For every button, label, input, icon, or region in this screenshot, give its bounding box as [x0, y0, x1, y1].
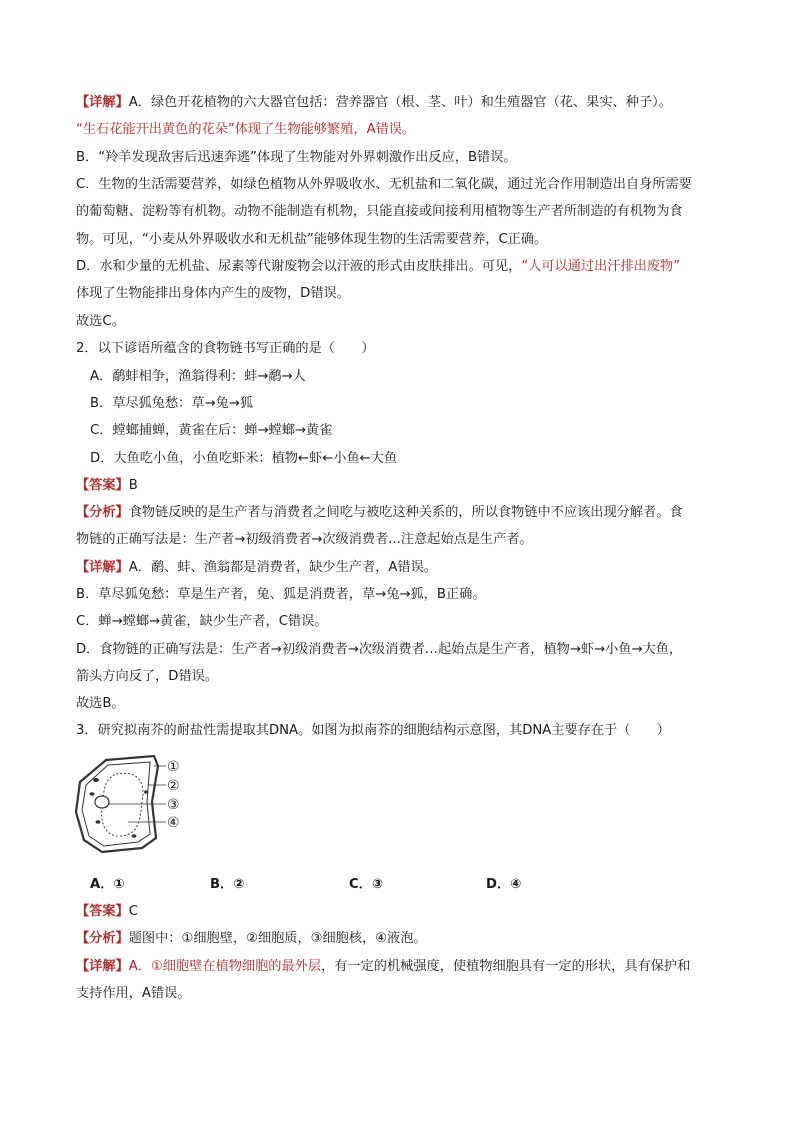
q1-detail-line-4: C．生物的生活需要营养，如绿色植物从外界吸收水、无机盐和二氧化碳，通过光合作用制造出自身所需要	[76, 177, 692, 192]
q2-stem: 2．以下谚语所蕴含的食物链书写正确的是（ ）	[76, 341, 375, 356]
nucleus-shape	[95, 796, 109, 808]
q1-detail-line-5: 的葡萄糖、淀粉等有机物。动物不能制造有机物，只能直接或间接利用植物等生产者所制造的有机物为食	[76, 204, 683, 219]
label-4: ④	[167, 815, 180, 831]
q2-detail-line-5: 箭头方向反了，D错误。	[76, 669, 219, 684]
chloroplast-shape	[96, 820, 101, 824]
q2-analysis-line-2: 物链的正确写法是：生产者→初级消费者→次级消费者...注意起始点是生产者。	[76, 532, 533, 547]
analysis-tag: 【分析】	[76, 931, 129, 946]
q2-analysis-text-1: 食物链反映的是生产者与消费者之间吃与被吃这种关系的，所以食物链中不应该出现分解者。食	[128, 505, 683, 520]
chloroplast-shape	[93, 778, 99, 782]
q1-detail-text-7a: D．水和少量的无机盐、尿素等代谢废物会以汗液的形式由皮肤排出。可见，	[76, 259, 522, 274]
q2-answer	[76, 477, 754, 495]
q2-option-a: A．鹬蚌相争，渔翁得利：蚌→鹬→人	[90, 369, 306, 384]
q1-detail-line-1	[76, 94, 754, 112]
q1-detail-line-8: 体现了生物能排出身体内产生的废物，D错误。	[76, 286, 350, 301]
q1-conclusion: 故选C。	[76, 314, 125, 329]
q2-detail-line-4: D．食物链的正确写法是：生产者→初级消费者→次级消费者…起始点是生产者，植物→虾→小鱼→大鱼，	[76, 642, 683, 657]
detail-tag: 【详解】	[76, 95, 129, 110]
q2-analysis-line-1	[76, 504, 754, 522]
answer-tag: 【答案】	[76, 478, 129, 493]
detail-tag: 【详解】	[76, 959, 129, 974]
q2-detail-line-3: C．蝉→螳螂→黄雀，缺少生产者，C错误。	[76, 614, 328, 629]
q1-detail-line-3: B．“羚羊发现敌害后迅速奔逃”体现了生物能对外界刺激作出反应，B错误。	[76, 150, 517, 165]
q3-analysis-text: 题图中：①细胞壁，②细胞质，③细胞核，④液泡。	[128, 931, 427, 946]
q2-detail-line-1	[76, 559, 754, 577]
chloroplast-shape	[132, 834, 137, 838]
answer-tag: 【答案】	[76, 904, 129, 919]
q3-detail-rest-text: ，有一定的机械强度，使植物细胞具有一定的形状，具有保护和	[321, 959, 691, 974]
label-3: ③	[167, 797, 180, 813]
q3-option-d: D．④	[486, 877, 522, 892]
chloroplast-shape	[90, 792, 95, 796]
q3-detail-line-2: 支持作用，A错误。	[76, 986, 191, 1001]
q2-option-b: B．草尽狐兔愁：草→兔→狐	[90, 396, 254, 411]
q1-detail-text-7b: “人可以通过出汗排出废物”	[521, 259, 681, 274]
q2-option-c: C．螳螂捕蝉，黄雀在后：蝉→螳螂→黄雀	[90, 423, 333, 438]
q3-stem: 3．研究拟南芥的耐盐性需提取其DNA。如图为拟南芥的细胞结构示意图，其DNA主要存在于（ ）	[76, 723, 670, 738]
q1-detail-line-7	[76, 258, 754, 276]
q2-answer-value: B	[128, 478, 138, 493]
label-1: ①	[167, 759, 180, 775]
detail-tag: 【详解】	[76, 560, 129, 575]
plant-cell-diagram	[72, 752, 190, 860]
q3-option-c: C．③	[349, 877, 384, 892]
q2-detail-text-1: A．鹬、蚌、渔翁都是消费者，缺少生产者，A错误。	[128, 560, 437, 575]
q3-option-b: B．②	[210, 877, 245, 892]
q2-conclusion: 故选B。	[76, 696, 125, 711]
q3-answer-value: C	[128, 904, 138, 919]
q1-detail-text-1: A．绿色开花植物的六大器官包括：营养器官（根、茎、叶）和生殖器官（花、果实、种子）。	[128, 95, 672, 110]
label-2: ②	[167, 778, 180, 794]
q3-detail-red-text: A．①细胞壁在植物细胞的最外层	[128, 959, 322, 974]
q1-detail-line-2: “生石花能开出黄色的花朵”体现了生物能够繁殖，A错误。	[76, 122, 416, 137]
q2-option-d: D．大鱼吃小鱼，小鱼吃虾米：植物←虾←小鱼←大鱼	[90, 451, 398, 466]
q3-option-a: A．①	[90, 877, 125, 892]
q2-detail-line-2: B．草尽狐兔愁：草是生产者，兔、狐是消费者，草→兔→狐，B正确。	[76, 587, 486, 602]
q3-answer	[76, 903, 754, 921]
q1-detail-line-6: 物。可见，“小麦从外界吸收水和无机盐”能够体现生物的生活需要营养，C正确。	[76, 232, 548, 247]
q3-detail-line-1	[76, 958, 754, 976]
chloroplast-shape	[144, 790, 148, 793]
q3-analysis	[76, 930, 754, 948]
analysis-tag: 【分析】	[76, 505, 129, 520]
